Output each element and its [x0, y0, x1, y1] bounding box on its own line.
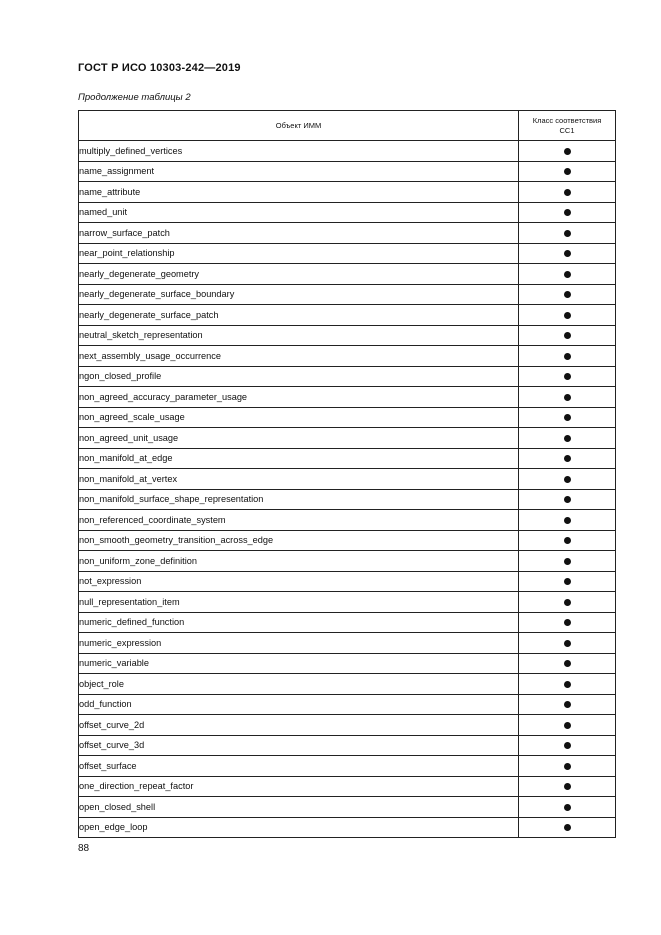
entity-name-cell: null_representation_item [79, 592, 519, 613]
conformance-mark-cell [519, 571, 616, 592]
table-row [79, 469, 616, 490]
bullet-dot-icon [564, 373, 571, 380]
column-header-class-line2: СС1 [559, 125, 575, 135]
bullet-dot-icon [564, 168, 571, 175]
entity-name-cell: non_agreed_unit_usage [79, 428, 519, 449]
entity-name-cell: multiply_defined_vertices [79, 141, 519, 162]
entity-name-cell: non_manifold_at_edge [79, 448, 519, 469]
table-row [79, 325, 616, 346]
conformance-mark-cell [519, 776, 616, 797]
table-header-row [79, 111, 616, 141]
conformance-mark-cell [519, 264, 616, 285]
entity-name-cell: numeric_variable [79, 653, 519, 674]
entity-name-cell: non_manifold_at_vertex [79, 469, 519, 490]
conformance-mark-cell [519, 182, 616, 203]
bullet-dot-icon [564, 291, 571, 298]
table-row [79, 797, 616, 818]
entity-name-cell: non_manifold_surface_shape_representation [79, 489, 519, 510]
conformance-mark-cell [519, 448, 616, 469]
entity-name-cell: odd_function [79, 694, 519, 715]
page-number: 88 [78, 843, 90, 854]
bullet-dot-icon [564, 148, 571, 155]
conformance-mark-cell [519, 243, 616, 264]
entity-name-cell: near_point_relationship [79, 243, 519, 264]
bullet-dot-icon [564, 660, 571, 667]
table-row [79, 776, 616, 797]
bullet-dot-icon [564, 435, 571, 442]
entity-name-cell: name_assignment [79, 161, 519, 182]
entity-name-cell: non_uniform_zone_definition [79, 551, 519, 572]
conformance-mark-cell [519, 469, 616, 490]
table-row [79, 264, 616, 285]
table-row [79, 407, 616, 428]
table-row [79, 141, 616, 162]
bullet-dot-icon [564, 681, 571, 688]
bullet-dot-icon [564, 209, 571, 216]
conformance-mark-cell [519, 428, 616, 449]
bullet-dot-icon [564, 537, 571, 544]
bullet-dot-icon [564, 558, 571, 565]
entity-name-cell: neutral_sketch_representation [79, 325, 519, 346]
bullet-dot-icon [564, 189, 571, 196]
column-header-object: Объект ИММ [79, 111, 519, 141]
conformance-mark-cell [519, 715, 616, 736]
bullet-dot-icon [564, 312, 571, 319]
table-row [79, 161, 616, 182]
table-row [79, 551, 616, 572]
entity-name-cell: non_agreed_scale_usage [79, 407, 519, 428]
bullet-dot-icon [564, 517, 571, 524]
bullet-dot-icon [564, 722, 571, 729]
conformance-mark-cell [519, 551, 616, 572]
conformance-mark-cell [519, 141, 616, 162]
entity-name-cell: open_edge_loop [79, 817, 519, 838]
column-header-class-line1: Класс соответствия [532, 115, 602, 125]
conformance-mark-cell [519, 366, 616, 387]
conformance-mark-cell [519, 817, 616, 838]
table-row [79, 346, 616, 367]
conformance-mark-cell [519, 407, 616, 428]
entity-name-cell: not_expression [79, 571, 519, 592]
conformance-mark-cell [519, 653, 616, 674]
table-row [79, 653, 616, 674]
bullet-dot-icon [564, 496, 571, 503]
bullet-dot-icon [564, 455, 571, 462]
conformance-table [78, 110, 616, 838]
bullet-dot-icon [564, 804, 571, 811]
table-row [79, 223, 616, 244]
table-row [79, 366, 616, 387]
table-row [79, 305, 616, 326]
conformance-mark-cell [519, 284, 616, 305]
table-row [79, 817, 616, 838]
conformance-mark-cell [519, 387, 616, 408]
table-row [79, 530, 616, 551]
conformance-mark-cell [519, 223, 616, 244]
entity-name-cell: named_unit [79, 202, 519, 223]
table-row [79, 694, 616, 715]
conformance-mark-cell [519, 325, 616, 346]
conformance-mark-cell [519, 489, 616, 510]
entity-name-cell: offset_surface [79, 756, 519, 777]
column-header-class [519, 111, 616, 141]
table-row [79, 387, 616, 408]
entity-name-cell: numeric_expression [79, 633, 519, 654]
entity-name-cell: nearly_degenerate_geometry [79, 264, 519, 285]
document-header: ГОСТ Р ИСО 10303-242—2019 [78, 62, 241, 74]
table-body [79, 141, 616, 838]
entity-name-cell: narrow_surface_patch [79, 223, 519, 244]
entity-name-cell: offset_curve_3d [79, 735, 519, 756]
table-row [79, 592, 616, 613]
entity-name-cell: nearly_degenerate_surface_patch [79, 305, 519, 326]
bullet-dot-icon [564, 599, 571, 606]
conformance-mark-cell [519, 202, 616, 223]
conformance-mark-cell [519, 346, 616, 367]
entity-name-cell: name_attribute [79, 182, 519, 203]
entity-name-cell: nearly_degenerate_surface_boundary [79, 284, 519, 305]
bullet-dot-icon [564, 271, 571, 278]
conformance-mark-cell [519, 530, 616, 551]
table-row [79, 182, 616, 203]
bullet-dot-icon [564, 476, 571, 483]
conformance-mark-cell [519, 756, 616, 777]
conformance-mark-cell [519, 510, 616, 531]
bullet-dot-icon [564, 619, 571, 626]
bullet-dot-icon [564, 640, 571, 647]
conformance-mark-cell [519, 612, 616, 633]
table-row [79, 448, 616, 469]
conformance-mark-cell [519, 694, 616, 715]
table-row [79, 715, 616, 736]
bullet-dot-icon [564, 763, 571, 770]
bullet-dot-icon [564, 394, 571, 401]
entity-name-cell: one_direction_repeat_factor [79, 776, 519, 797]
table-row [79, 756, 616, 777]
bullet-dot-icon [564, 701, 571, 708]
bullet-dot-icon [564, 332, 571, 339]
table-row [79, 284, 616, 305]
entity-name-cell: object_role [79, 674, 519, 695]
table-row [79, 674, 616, 695]
conformance-mark-cell [519, 633, 616, 654]
entity-name-cell: offset_curve_2d [79, 715, 519, 736]
entity-name-cell: numeric_defined_function [79, 612, 519, 633]
bullet-dot-icon [564, 230, 571, 237]
conformance-mark-cell [519, 735, 616, 756]
table-row [79, 633, 616, 654]
table-row [79, 243, 616, 264]
table-caption: Продолжение таблицы 2 [78, 92, 191, 103]
entity-name-cell: non_agreed_accuracy_parameter_usage [79, 387, 519, 408]
bullet-dot-icon [564, 250, 571, 257]
conformance-mark-cell [519, 161, 616, 182]
conformance-mark-cell [519, 305, 616, 326]
conformance-mark-cell [519, 674, 616, 695]
table-row [79, 202, 616, 223]
bullet-dot-icon [564, 783, 571, 790]
entity-name-cell: next_assembly_usage_occurrence [79, 346, 519, 367]
entity-name-cell: ngon_closed_profile [79, 366, 519, 387]
entity-name-cell: open_closed_shell [79, 797, 519, 818]
table-row [79, 612, 616, 633]
conformance-mark-cell [519, 797, 616, 818]
bullet-dot-icon [564, 742, 571, 749]
bullet-dot-icon [564, 353, 571, 360]
entity-name-cell: non_smooth_geometry_transition_across_edge [79, 530, 519, 551]
entity-name-cell: non_referenced_coordinate_system [79, 510, 519, 531]
table-row [79, 428, 616, 449]
table-row [79, 735, 616, 756]
bullet-dot-icon [564, 414, 571, 421]
bullet-dot-icon [564, 824, 571, 831]
table-row [79, 571, 616, 592]
bullet-dot-icon [564, 578, 571, 585]
conformance-mark-cell [519, 592, 616, 613]
table-row [79, 489, 616, 510]
table-row [79, 510, 616, 531]
